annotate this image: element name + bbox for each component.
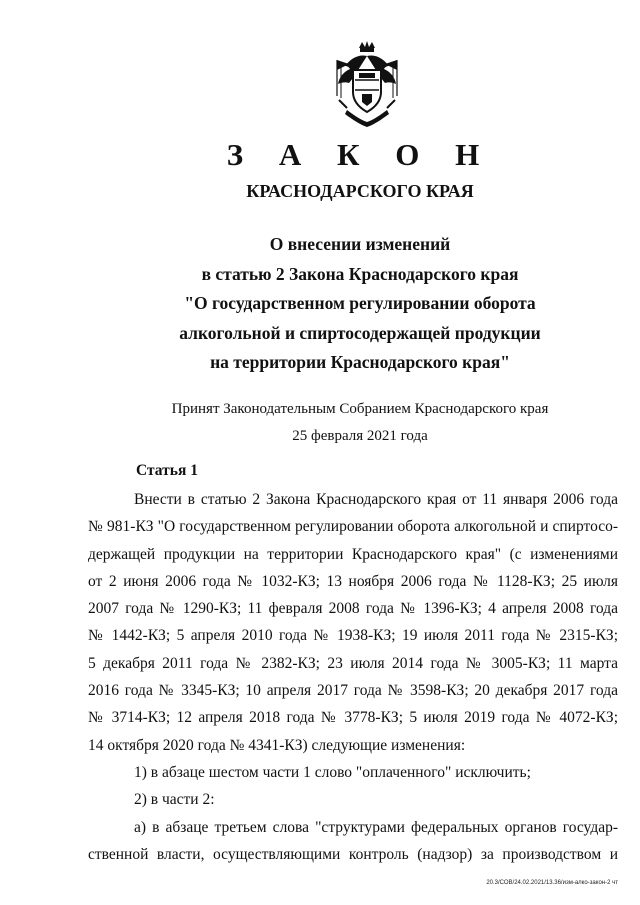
adoption-info bbox=[40, 396, 640, 450]
body-line: а) в абзаце третьем слова "структурами федеральных органов государ- bbox=[134, 818, 618, 836]
document-title bbox=[40, 137, 640, 173]
body-line: 2007 года № 1290-КЗ; 11 февраля 2008 года № 1396-КЗ; 4 апреля 2008 года bbox=[88, 600, 618, 618]
article-title: Статья 1 bbox=[136, 462, 198, 479]
body-line: Внести в статью 2 Закона Краснодарского края от 11 января 2006 года bbox=[134, 491, 618, 508]
body-line: 5 декабря 2011 года № 2382-КЗ; 23 июля 2014 года № 3005-КЗ; 11 марта bbox=[88, 654, 618, 672]
body-line: 2) в части 2: bbox=[134, 791, 215, 809]
body-line: ственной власти, осуществляющими контроль (надзор) за производством и bbox=[88, 845, 618, 863]
body-line: 2016 года № 3345-КЗ; 10 апреля 2017 года № 3598-КЗ; 20 декабря 2017 года bbox=[88, 682, 618, 700]
body-line: № 3714-КЗ; 12 апреля 2018 года № 3778-КЗ; 5 июля 2019 года № 4072-КЗ; bbox=[88, 709, 618, 727]
title-zakon: З А К О Н bbox=[226, 137, 494, 172]
body-line: № 1442-КЗ; 5 апреля 2010 года № 1938-КЗ; 19 июля 2011 года № 2315-КЗ; bbox=[88, 627, 618, 645]
adoption-body: Принят Законодательным Собранием Краснодарского края bbox=[171, 401, 549, 417]
law-heading bbox=[40, 230, 640, 378]
body-line: № 981-КЗ "О государственном регулировании оборота алкогольной и спиртосо- bbox=[88, 518, 618, 536]
body-line: 1) в абзаце шестом части 1 слово "оплаченного" исключить; bbox=[134, 763, 531, 781]
heading-line: О внесении изменений bbox=[269, 234, 451, 254]
heading-line: на территории Краснодарского края" bbox=[210, 352, 510, 372]
heading-line: в статью 2 Закона Краснодарского края bbox=[201, 263, 519, 284]
document-subtitle: КРАСНОДАРСКОГО КРАЯ bbox=[246, 181, 474, 201]
adoption-date: 25 февраля 2021 года bbox=[292, 428, 428, 444]
coat-of-arms-icon bbox=[329, 40, 405, 130]
body-line: от 2 июня 2006 года № 1032-КЗ; 13 ноября 2006 года № 1128-КЗ; 25 июля bbox=[88, 572, 618, 590]
body-line: держащей продукции на территории Краснодарского края" (с изменениями bbox=[88, 545, 618, 563]
article-body bbox=[88, 486, 618, 868]
heading-line: "О государственном регулировании оборота bbox=[184, 293, 536, 313]
heading-line: алкогольной и спиртосодержащей продукции bbox=[179, 322, 541, 343]
body-line: 14 октября 2020 года № 4341-КЗ) следующие изменения: bbox=[88, 736, 466, 754]
footer-file-code: 20.3/СОВ/24.02.2021/13.36/изм-алко-закон-2 чт bbox=[486, 880, 618, 886]
